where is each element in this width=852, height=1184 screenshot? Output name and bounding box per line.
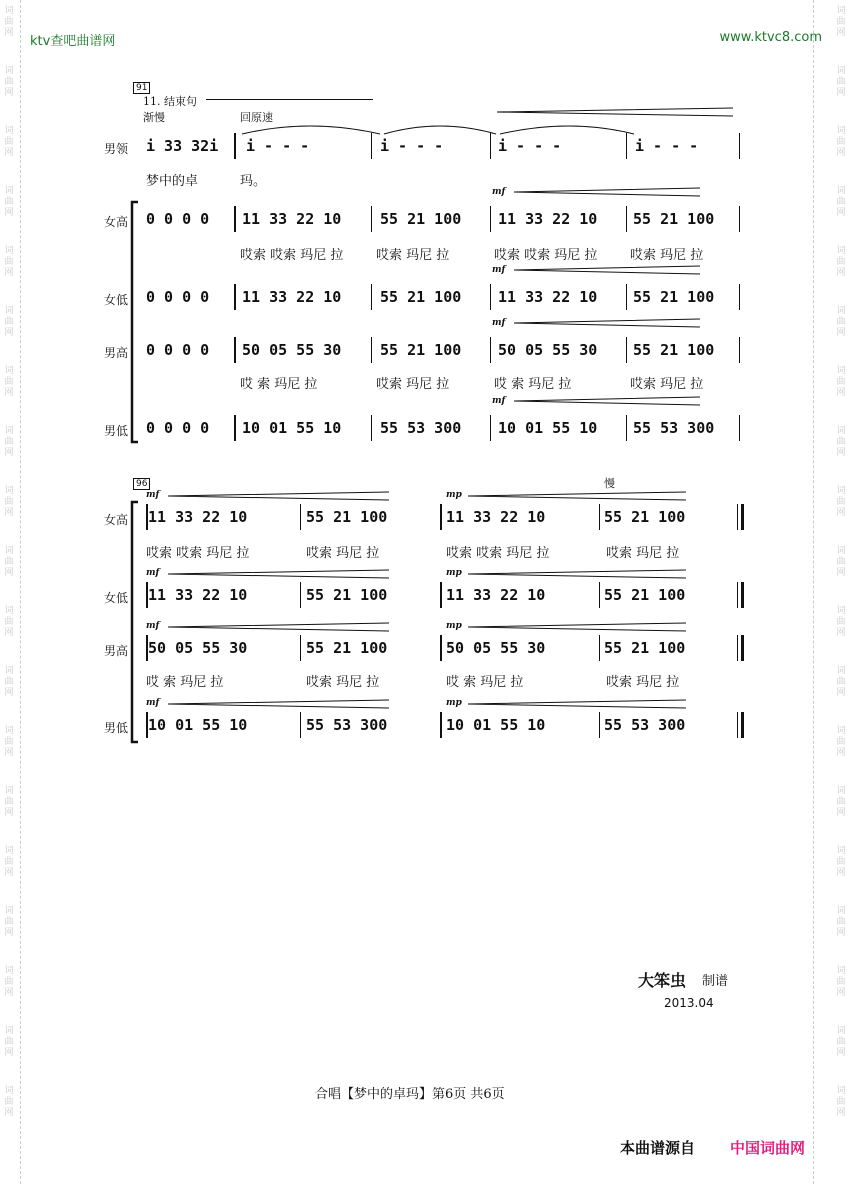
barline — [737, 504, 738, 530]
barline — [440, 635, 442, 661]
dynamic-mark: mp — [446, 621, 462, 631]
hairpin — [512, 265, 702, 275]
lyric-line: 哎 索 玛尼 拉 — [494, 377, 572, 392]
hairpin — [495, 106, 735, 118]
watermark-glyph: 网 — [836, 508, 846, 518]
notes-measure: 0 0 0 0 — [146, 419, 210, 437]
lyric-line: 梦中的卓 — [146, 174, 199, 189]
notes-measure: 55 21 100 — [604, 586, 686, 604]
watermark-glyph: 词 — [4, 606, 14, 616]
lyric-line: 哎 索 玛尼 拉 — [446, 675, 524, 690]
barline — [626, 415, 627, 441]
watermark-glyph: 曲 — [836, 137, 846, 147]
watermark-glyph: 词 — [836, 6, 846, 16]
lyric-line: 哎索 玛尼 拉 — [376, 248, 450, 263]
watermark-glyph: 曲 — [4, 17, 14, 27]
watermark-glyph: 网 — [4, 1048, 14, 1058]
watermark-glyph: 词 — [4, 306, 14, 316]
barline — [234, 133, 236, 159]
notes-measure: 55 21 100 — [380, 341, 462, 359]
notes-measure: 55 53 300 — [306, 716, 388, 734]
dynamic-mark: mf — [146, 621, 160, 631]
dynamic-mark: mp — [446, 490, 462, 500]
watermark-glyph: 网 — [4, 388, 14, 398]
barline — [440, 504, 442, 530]
watermark-glyph: 网 — [4, 268, 14, 278]
watermark-glyph: 网 — [4, 868, 14, 878]
watermark-glyph: 曲 — [4, 1037, 14, 1047]
lyric-line: 哎索 哎索 玛尼 拉 — [240, 248, 344, 263]
watermark-glyph: 词 — [4, 546, 14, 556]
tempo-marking: 慢 — [604, 477, 615, 490]
barline — [300, 504, 301, 530]
notes-measure: i - - - — [380, 137, 444, 155]
notes-measure: 11 33 22 10 — [498, 288, 598, 306]
barline — [739, 337, 740, 363]
notes-measure: 50 05 55 30 — [446, 639, 546, 657]
barline — [146, 635, 148, 661]
lyric-line: 哎索 玛尼 拉 — [630, 377, 704, 392]
hairpin — [466, 491, 688, 501]
notes-measure: 55 53 300 — [604, 716, 686, 734]
watermark-glyph: 词 — [4, 486, 14, 496]
watermark-glyph: 网 — [836, 328, 846, 338]
notes-measure: 55 53 300 — [633, 419, 715, 437]
notes-measure: 0 0 0 0 — [146, 210, 210, 228]
watermark-glyph: 曲 — [836, 737, 846, 747]
notes-measure: 55 21 100 — [604, 508, 686, 526]
watermark-glyph: 曲 — [836, 917, 846, 927]
lyric-line: 哎索 玛尼 拉 — [306, 546, 380, 561]
watermark-glyph: 曲 — [4, 77, 14, 87]
watermark-glyph: 曲 — [836, 677, 846, 687]
watermark-glyph: 词 — [836, 786, 846, 796]
notes-measure: 55 21 100 — [306, 586, 388, 604]
watermark-glyph: 网 — [836, 1048, 846, 1058]
watermark-glyph: 词 — [4, 246, 14, 256]
hairpin — [512, 187, 702, 197]
choir-brace — [128, 500, 142, 745]
watermark-glyph: 词 — [4, 66, 14, 76]
barline — [739, 415, 740, 441]
watermark-glyph: 词 — [836, 186, 846, 196]
hairpin — [512, 318, 702, 328]
notes-measure: 0 0 0 0 — [146, 341, 210, 359]
notes-measure: 55 21 100 — [306, 508, 388, 526]
hairpin — [166, 491, 391, 501]
watermark-glyph: 曲 — [4, 797, 14, 807]
dynamic-mark: mf — [492, 265, 506, 275]
barline — [737, 635, 738, 661]
barline — [300, 582, 301, 608]
lyric-line: 哎索 哎索 玛尼 拉 — [446, 546, 550, 561]
notes-measure: 11 33 22 10 — [242, 288, 342, 306]
watermark-glyph: 曲 — [836, 377, 846, 387]
tempo-marking: 渐慢 — [143, 111, 165, 124]
dynamic-mark: mf — [146, 698, 160, 708]
watermark-glyph: 网 — [836, 868, 846, 878]
barline — [371, 284, 372, 310]
arranger-suffix: 制谱 — [702, 974, 729, 989]
watermark-glyph: 曲 — [4, 1097, 14, 1107]
notes-measure: i - - - — [498, 137, 562, 155]
watermark-glyph: 曲 — [836, 317, 846, 327]
dynamic-mark: mp — [446, 568, 462, 578]
watermark-glyph: 曲 — [4, 437, 14, 447]
lyric-line: 哎索 玛尼 拉 — [376, 377, 450, 392]
barline — [490, 284, 491, 310]
notes-measure: 55 21 100 — [633, 288, 715, 306]
arranger-name: 大笨虫 — [638, 971, 687, 990]
lyric-line: 哎 索 玛尼 拉 — [146, 675, 224, 690]
lyric-line: 哎索 玛尼 拉 — [606, 675, 680, 690]
watermark-glyph: 词 — [4, 186, 14, 196]
watermark-glyph: 词 — [4, 666, 14, 676]
dynamic-mark: mf — [492, 318, 506, 328]
notes-measure: 50 05 55 30 — [242, 341, 342, 359]
watermark-glyph: 曲 — [4, 377, 14, 387]
notes-measure: i - - - — [246, 137, 310, 155]
tempo-marking: 回原速 — [240, 111, 273, 124]
watermark-glyph: 曲 — [4, 257, 14, 267]
watermark-glyph: 曲 — [836, 1037, 846, 1047]
watermark-glyph: 网 — [4, 568, 14, 578]
watermark-glyph: 网 — [4, 328, 14, 338]
watermark-glyph: 网 — [836, 928, 846, 938]
watermark-glyph: 网 — [4, 928, 14, 938]
header-site-url[interactable]: www.ktvc8.com — [719, 30, 822, 45]
notes-measure: 55 21 100 — [380, 288, 462, 306]
final-barline — [741, 635, 744, 661]
measure-number: 91 — [133, 82, 150, 94]
watermark-glyph: 曲 — [4, 557, 14, 567]
watermark-glyph: 词 — [4, 6, 14, 16]
barline — [599, 635, 600, 661]
section-bracket-line — [206, 99, 373, 100]
notes-measure: 55 21 100 — [633, 341, 715, 359]
watermark-glyph: 词 — [4, 786, 14, 796]
barline — [371, 415, 372, 441]
notes-measure: i - - - — [635, 137, 699, 155]
watermark-glyph: 曲 — [4, 137, 14, 147]
barline — [599, 582, 600, 608]
notes-measure: 11 33 22 10 — [242, 210, 342, 228]
lyric-line: 玛。 — [240, 174, 267, 189]
barline — [371, 206, 372, 232]
watermark-glyph: 曲 — [836, 197, 846, 207]
watermark-glyph: 曲 — [836, 617, 846, 627]
watermark-glyph: 曲 — [836, 497, 846, 507]
dynamic-mark: mf — [492, 396, 506, 406]
watermark-glyph: 网 — [836, 568, 846, 578]
lyric-line: 哎索 玛尼 拉 — [630, 248, 704, 263]
watermark-glyph: 网 — [836, 208, 846, 218]
part-label: 男低 — [104, 721, 129, 735]
barline — [440, 712, 442, 738]
watermark-glyph: 网 — [4, 628, 14, 638]
watermark-glyph: 网 — [4, 748, 14, 758]
notes-measure: 11 33 22 10 — [148, 508, 248, 526]
part-label: 女低 — [104, 591, 129, 605]
watermark-glyph: 曲 — [4, 977, 14, 987]
watermark-glyph: 词 — [4, 966, 14, 976]
barline — [146, 712, 148, 738]
watermark-glyph: 曲 — [4, 617, 14, 627]
barline — [490, 337, 491, 363]
page-footer-title: 合唱【梦中的卓玛】第6页 共6页 — [315, 1087, 505, 1102]
barline — [626, 206, 627, 232]
watermark-glyph: 网 — [836, 148, 846, 158]
watermark-glyph: 网 — [4, 88, 14, 98]
watermark-glyph: 词 — [836, 606, 846, 616]
notes-measure: 10 01 55 10 — [148, 716, 248, 734]
notes-measure: 11 33 22 10 — [498, 210, 598, 228]
barline — [490, 415, 491, 441]
watermark-glyph: 网 — [4, 508, 14, 518]
watermark-glyph: 词 — [836, 846, 846, 856]
watermark-glyph: 词 — [836, 306, 846, 316]
hairpin — [166, 699, 391, 709]
watermark-glyph: 曲 — [4, 317, 14, 327]
notes-measure: 55 21 100 — [604, 639, 686, 657]
barline — [739, 206, 740, 232]
watermark-glyph: 网 — [836, 808, 846, 818]
lyric-line: 哎索 哎索 玛尼 拉 — [494, 248, 598, 263]
watermark-glyph: 网 — [836, 1108, 846, 1118]
part-label: 男高 — [104, 346, 129, 360]
hairpin — [466, 622, 688, 632]
part-label: 男高 — [104, 644, 129, 658]
hairpin — [466, 699, 688, 709]
watermark-glyph: 词 — [4, 366, 14, 376]
watermark-glyph: 词 — [836, 246, 846, 256]
barline — [739, 133, 740, 159]
notes-measure: 0 0 0 0 — [146, 288, 210, 306]
barline — [626, 337, 627, 363]
lyric-line: 哎 索 玛尼 拉 — [240, 377, 318, 392]
watermark-glyph: 词 — [836, 546, 846, 556]
notes-measure: 50 05 55 30 — [148, 639, 248, 657]
source-site-link[interactable]: 中国词曲网 — [730, 1139, 806, 1157]
watermark-glyph: 词 — [4, 846, 14, 856]
notes-measure: 10 01 55 10 — [498, 419, 598, 437]
watermark-glyph: 网 — [836, 268, 846, 278]
dynamic-mark: mf — [146, 568, 160, 578]
final-barline — [741, 582, 744, 608]
part-label: 男低 — [104, 424, 129, 438]
notes-measure: i 33 32i — [146, 137, 219, 155]
barline — [146, 504, 148, 530]
barline — [371, 337, 372, 363]
watermark-glyph: 词 — [836, 726, 846, 736]
arrange-date: 2013.04 — [664, 996, 714, 1010]
barline — [234, 415, 236, 441]
watermark-glyph: 词 — [836, 426, 846, 436]
final-barline — [741, 504, 744, 530]
watermark-glyph: 词 — [4, 726, 14, 736]
watermark-glyph: 曲 — [4, 677, 14, 687]
barline — [737, 582, 738, 608]
barline — [737, 712, 738, 738]
watermark-glyph: 词 — [836, 486, 846, 496]
notes-measure: 50 05 55 30 — [498, 341, 598, 359]
watermark-glyph: 网 — [836, 448, 846, 458]
dynamic-mark: mp — [446, 698, 462, 708]
notes-measure: 55 21 100 — [306, 639, 388, 657]
watermark-glyph: 网 — [4, 208, 14, 218]
final-barline — [741, 712, 744, 738]
watermark-glyph: 词 — [4, 426, 14, 436]
notes-measure: 11 33 22 10 — [446, 586, 546, 604]
watermark-glyph: 网 — [4, 28, 14, 38]
watermark-glyph: 曲 — [4, 737, 14, 747]
measure-number: 96 — [133, 478, 150, 490]
watermark-glyph: 网 — [836, 688, 846, 698]
part-label: 男领 — [104, 142, 129, 156]
barline — [626, 284, 627, 310]
notes-measure: 55 21 100 — [380, 210, 462, 228]
watermark-glyph: 网 — [836, 28, 846, 38]
watermark-glyph: 词 — [836, 1026, 846, 1036]
notes-measure: 11 33 22 10 — [446, 508, 546, 526]
watermark-glyph: 曲 — [4, 497, 14, 507]
watermark-glyph: 曲 — [836, 1097, 846, 1107]
notes-measure: 10 01 55 10 — [242, 419, 342, 437]
watermark-glyph: 网 — [4, 148, 14, 158]
source-label: 本曲谱源自 — [620, 1139, 696, 1157]
watermark-glyph: 网 — [4, 988, 14, 998]
watermark-glyph: 曲 — [836, 797, 846, 807]
part-label: 女高 — [104, 215, 129, 229]
watermark-glyph: 词 — [4, 1086, 14, 1096]
watermark-glyph: 曲 — [4, 857, 14, 867]
dynamic-mark: mf — [492, 187, 506, 197]
hairpin — [166, 622, 391, 632]
dynamic-mark: mf — [146, 490, 160, 500]
watermark-glyph: 曲 — [836, 257, 846, 267]
watermark-glyph: 曲 — [4, 917, 14, 927]
watermark-glyph: 曲 — [836, 557, 846, 567]
watermark-glyph: 曲 — [836, 17, 846, 27]
hairpin — [166, 569, 391, 579]
watermark-glyph: 网 — [4, 448, 14, 458]
barline — [300, 712, 301, 738]
hairpin — [466, 569, 688, 579]
watermark-glyph: 词 — [836, 666, 846, 676]
watermark-glyph: 网 — [836, 388, 846, 398]
watermark-glyph: 网 — [4, 688, 14, 698]
notes-measure: 55 21 100 — [633, 210, 715, 228]
barline — [146, 582, 148, 608]
barline — [739, 284, 740, 310]
header-site-name[interactable]: ktv查吧曲谱网 — [30, 34, 116, 49]
watermark-glyph: 曲 — [836, 857, 846, 867]
watermark-glyph: 网 — [836, 748, 846, 758]
watermark-glyph: 网 — [836, 628, 846, 638]
part-label: 女高 — [104, 513, 129, 527]
notes-measure: 10 01 55 10 — [446, 716, 546, 734]
watermark-glyph: 网 — [4, 1108, 14, 1118]
watermark-glyph: 词 — [4, 906, 14, 916]
watermark-glyph: 词 — [836, 906, 846, 916]
right-page-edge — [813, 0, 832, 1184]
lyric-line: 哎索 玛尼 拉 — [306, 675, 380, 690]
barline — [234, 337, 236, 363]
left-page-edge — [20, 0, 21, 1184]
watermark-glyph: 词 — [836, 126, 846, 136]
watermark-glyph: 词 — [836, 966, 846, 976]
barline — [440, 582, 442, 608]
choir-brace — [128, 200, 142, 445]
lyric-line: 哎索 玛尼 拉 — [606, 546, 680, 561]
watermark-glyph: 词 — [836, 366, 846, 376]
notes-measure: 55 53 300 — [380, 419, 462, 437]
barline — [599, 504, 600, 530]
watermark-glyph: 曲 — [836, 437, 846, 447]
watermark-glyph: 网 — [836, 88, 846, 98]
hairpin — [512, 396, 702, 406]
barline — [234, 284, 236, 310]
notes-measure: 11 33 22 10 — [148, 586, 248, 604]
watermark-glyph: 曲 — [836, 977, 846, 987]
watermark-glyph: 网 — [836, 988, 846, 998]
watermark-glyph: 词 — [836, 66, 846, 76]
watermark-glyph: 曲 — [4, 197, 14, 207]
watermark-glyph: 词 — [4, 1026, 14, 1036]
lyric-line: 哎索 哎索 玛尼 拉 — [146, 546, 250, 561]
part-label: 女低 — [104, 293, 129, 307]
watermark-glyph: 词 — [836, 1086, 846, 1096]
barline — [599, 712, 600, 738]
watermark-glyph: 词 — [4, 126, 14, 136]
barline — [490, 206, 491, 232]
watermark-glyph: 网 — [4, 808, 14, 818]
barline — [300, 635, 301, 661]
watermark-glyph: 曲 — [836, 77, 846, 87]
tie-arcs — [240, 118, 640, 138]
section-title: 11. 结束句 — [143, 95, 197, 108]
barline — [234, 206, 236, 232]
